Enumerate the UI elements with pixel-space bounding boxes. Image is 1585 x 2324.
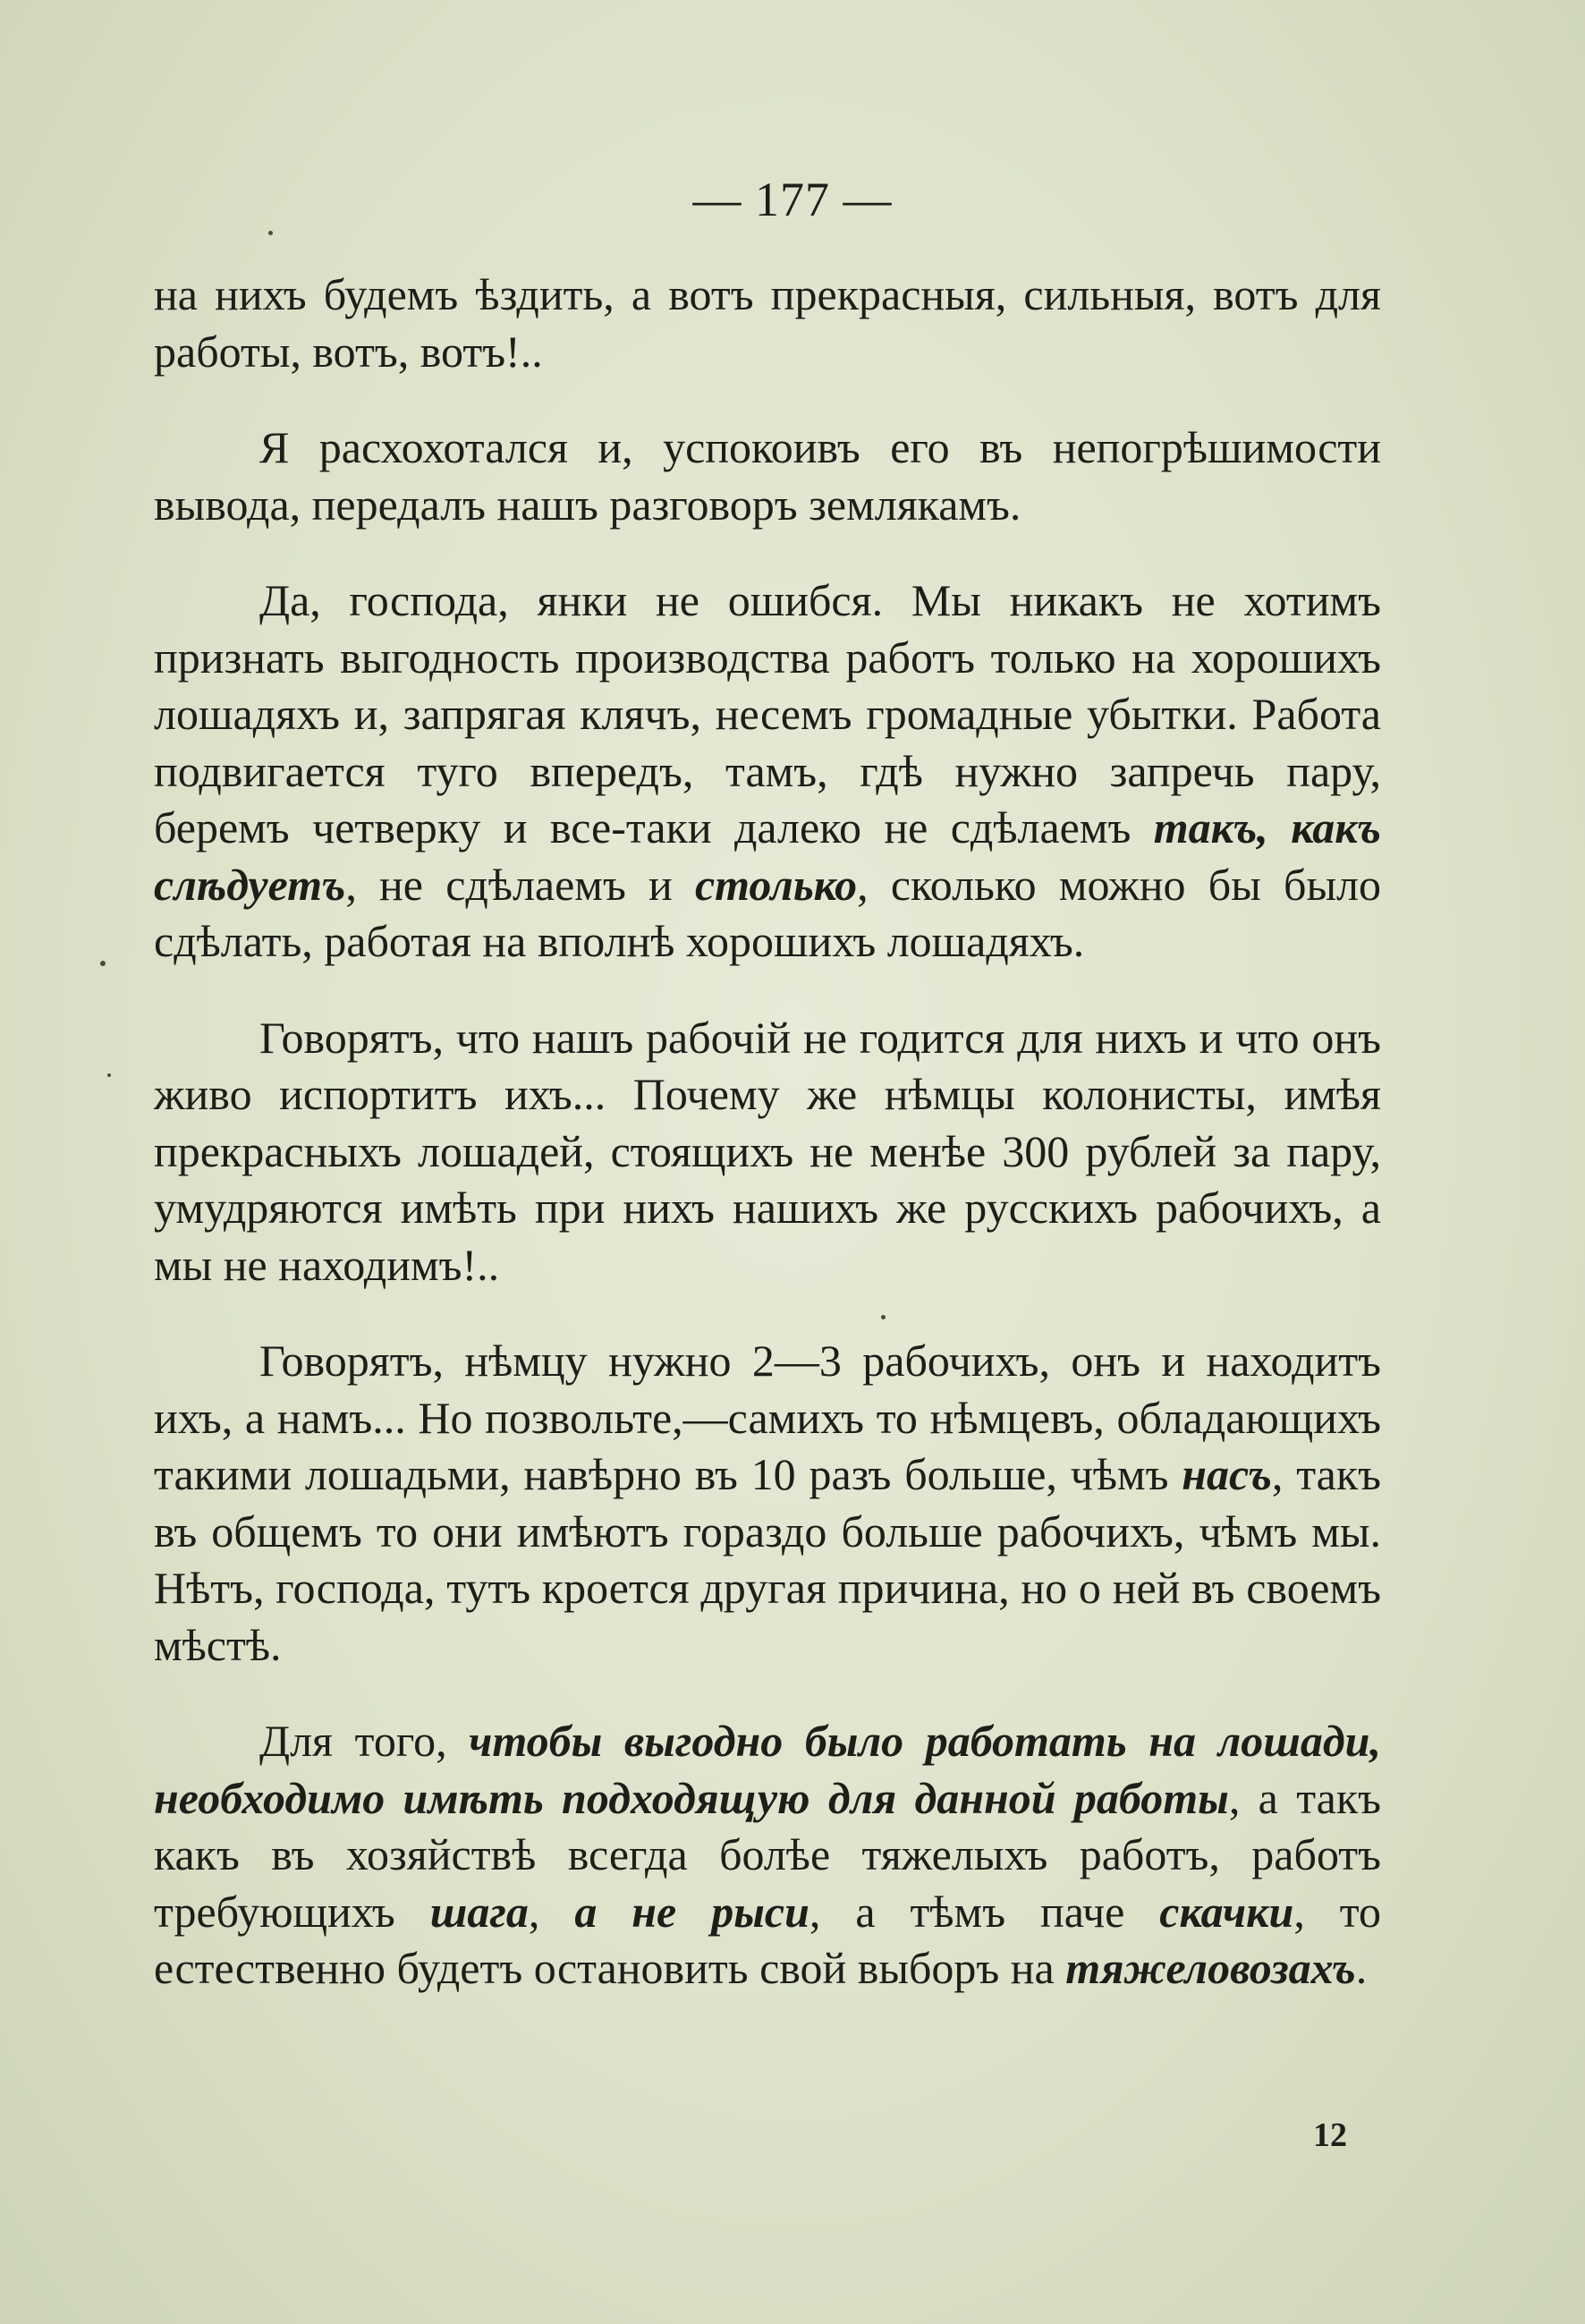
text-run: на нихъ будемъ ѣздить, а вотъ прекрасныя, сильныя, вотъ для работы, вотъ, вотъ!.. [154,269,1381,377]
italic-run: чтобы выгодно было работать на лошади, необходимо имѣть подходящую для данной работы [154,1716,1381,1823]
italic-run: насъ [1182,1449,1272,1499]
paragraph [154,267,1381,380]
text-run: Говорятъ, что нашъ рабочій не годится для нихъ и что онъ живо испортитъ ихъ... Почему же нѣмцы колонисты, имѣя прекрасныхъ лошадей, стоящихъ не менѣе 300 рублей за пару, умудряются имѣть при нихъ нашихъ же русскихъ рабочихъ, а мы не находимъ!.. [154,1012,1381,1290]
paragraph [154,420,1381,533]
text-run: Для того, [259,1716,470,1766]
body-text [154,267,1381,2037]
text-run: , а тѣмъ паче [809,1886,1160,1937]
text-run: Говорятъ, нѣмцу нужно 2—3 рабочихъ, онъ и находитъ ихъ, а намъ... Но позвольте,—самихъ то нѣмцевъ, обладающихъ такими лошадьми, навѣрно въ 10 разъ больше, чѣмъ [154,1336,1381,1499]
italic-run: столько [694,859,858,910]
paragraph [154,573,1381,971]
paragraph [154,1333,1381,1674]
text-run: , сколько можно бы было сдѣлать, работая на вполнѣ хорошихъ лошадяхъ. [154,859,1381,966]
print-speck [881,1315,886,1319]
italic-run: скачки [1159,1886,1294,1937]
text-run: , то естественно будетъ остановить свой выборъ на [154,1886,1381,1993]
italic-run: а не рыси [574,1886,809,1937]
text-run: , такъ въ общемъ то они имѣютъ гораздо больше рабочихъ, чѣмъ мы. Нѣтъ, господа, тутъ кроется другая причина, но о ней въ своемъ мѣстѣ. [154,1449,1382,1670]
print-speck [107,1073,111,1077]
text-run: , не сдѣлаемъ и [345,859,695,910]
text-run: . [1355,1943,1368,1993]
page-number: — 177 — [692,173,893,226]
text-run: , [528,1886,575,1937]
print-speck [100,961,106,966]
paragraph [154,1010,1381,1294]
print-speck [268,231,273,235]
italic-run: тяжеловозахъ [1065,1943,1356,1993]
paragraph [154,1713,1381,1997]
italic-run: такъ, какъ слѣдуетъ [154,802,1381,910]
text-run: , а такъ какъ въ хозяйствѣ всегда болѣе тяжелыхъ работъ, работъ требующихъ [154,1772,1381,1937]
signature-mark: 12 [1313,2116,1347,2154]
text-run: Да, господа, янки не ошибся. Мы никакъ не хотимъ признать выгодность производства работъ только на хорошихъ лошадяхъ и, запрягая клячъ, несемъ громадные убытки. Работа подвигается туго впередъ, тамъ, гдѣ нужно запречь пару, беремъ четверку и все-таки далеко не сдѣлаемъ [154,575,1381,852]
text-run: Я расхохотался и, успокоивъ его въ непогрѣшимости вывода, передалъ нашъ разговоръ землякамъ. [154,422,1381,530]
italic-run: шага [429,1886,529,1937]
